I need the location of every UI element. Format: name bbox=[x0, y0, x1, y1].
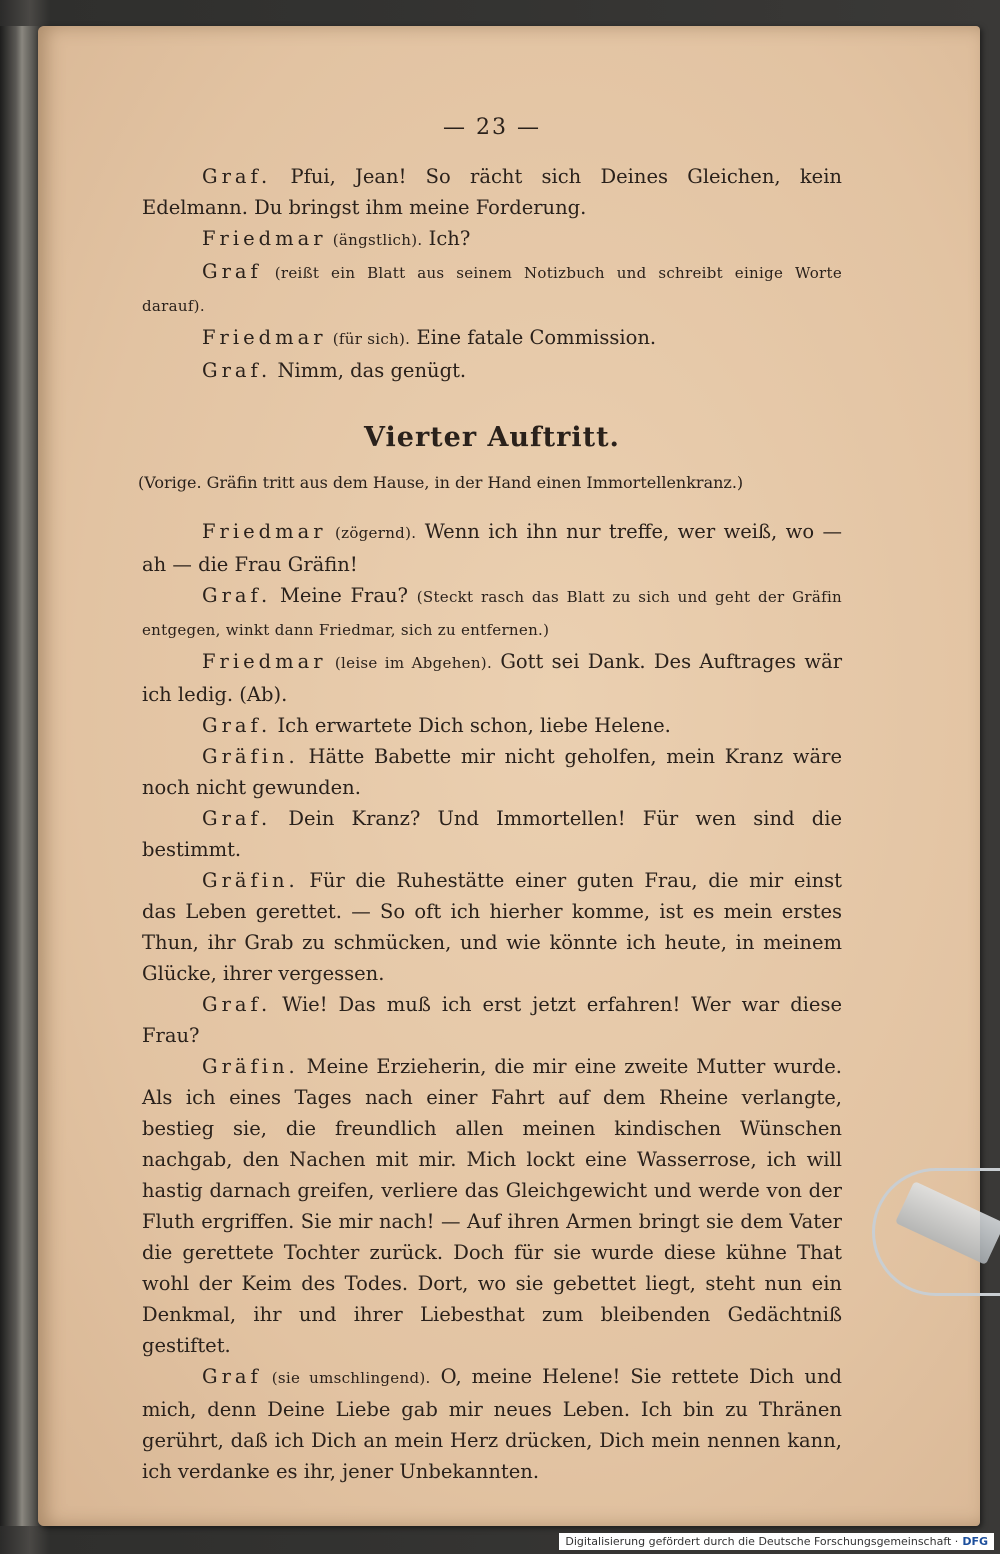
speaker-name: Friedmar bbox=[202, 520, 327, 543]
spoken-text: Ich? bbox=[428, 227, 471, 250]
speaker-name: Graf. bbox=[202, 584, 272, 607]
speaker-name: Graf bbox=[202, 1365, 262, 1388]
spoken-text: Hätte Babette mir nicht geholfen, mein Kranz wäre noch nicht gewunden. bbox=[142, 745, 842, 799]
speaker-name: Gräfin. bbox=[202, 745, 299, 768]
footer-credit bbox=[559, 1533, 994, 1550]
dialogue-paragraph bbox=[142, 355, 842, 386]
stage-direction: (leise im Abgehen). bbox=[334, 654, 493, 672]
scene-title: Vierter Auftritt. bbox=[364, 422, 620, 453]
dialogue-paragraph bbox=[142, 646, 842, 710]
spoken-text: Meine Erzieherin, die mir eine zweite Mutter wurde. Als ich eines Tages nach einer Fahrt auf dem Rheine verlangte, bestieg sie, die freundlich allen meinen kindischen Wünschen nachgab, den Nachen mit mir. Mich lockt eine Wasserrose, ich will hastig darnach greifen, verliere das Gleichgewicht und werde von der Fluth ergriffen. Sie mir nach! — Auf ihren Armen bringt sie dem Vater die gerettete Tochter zurück. Doch für sie wurde diese kühne That wohl der Keim des Todes. Dort, wo sie gebettet liegt, steht nun ein Denkmal, ihr und ihrer Liebesthat zum bleibenden Gedächtniß gestiftet. bbox=[142, 1055, 842, 1357]
speaker-name: Gräfin. bbox=[202, 869, 299, 892]
speaker-name: Graf bbox=[202, 260, 262, 283]
dialogue-block-1 bbox=[142, 161, 842, 386]
spoken-text: Für die Ruhestätte einer guten Frau, die mir einst das Leben gerettet. — So oft ich hierher komme, ist es mein erstes Thun, ihr Grab zu schmücken, und wie könnte ich heute, in meinem Glücke, ihrer vergessen. bbox=[142, 869, 842, 985]
stage-direction: (sie umschlingend). bbox=[271, 1369, 431, 1387]
dialogue-paragraph bbox=[142, 1361, 842, 1487]
stage-direction: (für sich). bbox=[332, 330, 411, 348]
dialogue-paragraph bbox=[142, 256, 842, 322]
stage-direction: (Steckt rasch das Blatt zu sich und geht der Gräfin entgegen, winkt dann Friedmar, sich zu entfernen.) bbox=[142, 588, 843, 639]
speaker-name: Graf. bbox=[202, 359, 272, 382]
dialogue-paragraph bbox=[142, 989, 842, 1051]
spoken-text: Wie! Das muß ich erst jetzt erfahren! Wer war diese Frau? bbox=[142, 993, 842, 1047]
dialogue-paragraph bbox=[142, 865, 842, 989]
dialogue-paragraph bbox=[142, 161, 842, 223]
dialogue-paragraph bbox=[142, 803, 842, 865]
speaker-name: Graf. bbox=[202, 807, 272, 830]
stage-direction: (ängstlich). bbox=[332, 231, 423, 249]
spoken-text: Gott sei Dank. Des Auftrages wär ich ledig. (Ab). bbox=[142, 650, 843, 706]
dialogue-paragraph bbox=[142, 1051, 842, 1361]
dialogue-block-2 bbox=[142, 516, 842, 1487]
spoken-text: Pfui, Jean! So rächt sich Deines Gleichen, kein Edelmann. Du bringst ihm meine Forderung. bbox=[142, 165, 842, 219]
speaker-name: Friedmar bbox=[202, 326, 327, 349]
stage-direction: (zögernd). bbox=[334, 524, 417, 542]
dialogue-paragraph bbox=[142, 223, 842, 256]
dfg-logo: DFG bbox=[962, 1535, 988, 1548]
page-text bbox=[138, 112, 843, 1487]
spoken-text: Meine Frau? bbox=[279, 584, 409, 607]
footer-text: Digitalisierung gefördert durch die Deutsche Forschungsgemeinschaft · bbox=[565, 1535, 959, 1548]
page-number: — 23 — bbox=[443, 115, 541, 140]
speaker-name: Graf. bbox=[202, 993, 272, 1016]
spoken-text: Eine fatale Commission. bbox=[416, 326, 657, 349]
speaker-name: Graf. bbox=[202, 714, 272, 737]
page-clip bbox=[872, 1168, 1000, 1296]
speaker-name: Friedmar bbox=[202, 650, 327, 673]
spoken-text: Nimm, das genügt. bbox=[277, 359, 467, 382]
scene-stage-direction: (Vorige. Gräfin tritt aus dem Hause, in der Hand einen Immortellenkranz.) bbox=[138, 473, 744, 492]
speaker-name: Friedmar bbox=[202, 227, 327, 250]
dialogue-paragraph bbox=[142, 710, 842, 741]
speaker-name: Gräfin. bbox=[202, 1055, 299, 1078]
spoken-text: O, meine Helene! Sie rettete Dich und mich, denn Deine Liebe gab mir neues Leben. Ich bin zu Thränen gerührt, daß ich Dich an mein Herz drücken, Dich mein nennen kann, ich verdanke es ihr, jener Unbekannten. bbox=[142, 1365, 842, 1483]
stage-direction: (reißt ein Blatt aus seinem Notizbuch und schreibt einige Worte darauf). bbox=[142, 264, 842, 315]
spoken-text: Dein Kranz? Und Immortellen! Für wen sind die bestimmt. bbox=[142, 807, 842, 861]
dialogue-paragraph bbox=[142, 741, 842, 803]
spoken-text: Wenn ich ihn nur treffe, wer weiß, wo — ah — die Frau Gräfin! bbox=[142, 520, 842, 576]
dialogue-paragraph bbox=[142, 322, 842, 355]
spoken-text: Ich erwartete Dich schon, liebe Helene. bbox=[277, 714, 671, 737]
dialogue-paragraph bbox=[142, 580, 842, 646]
dialogue-paragraph bbox=[142, 516, 842, 580]
book-spine bbox=[0, 26, 40, 1526]
speaker-name: Graf. bbox=[202, 165, 272, 188]
